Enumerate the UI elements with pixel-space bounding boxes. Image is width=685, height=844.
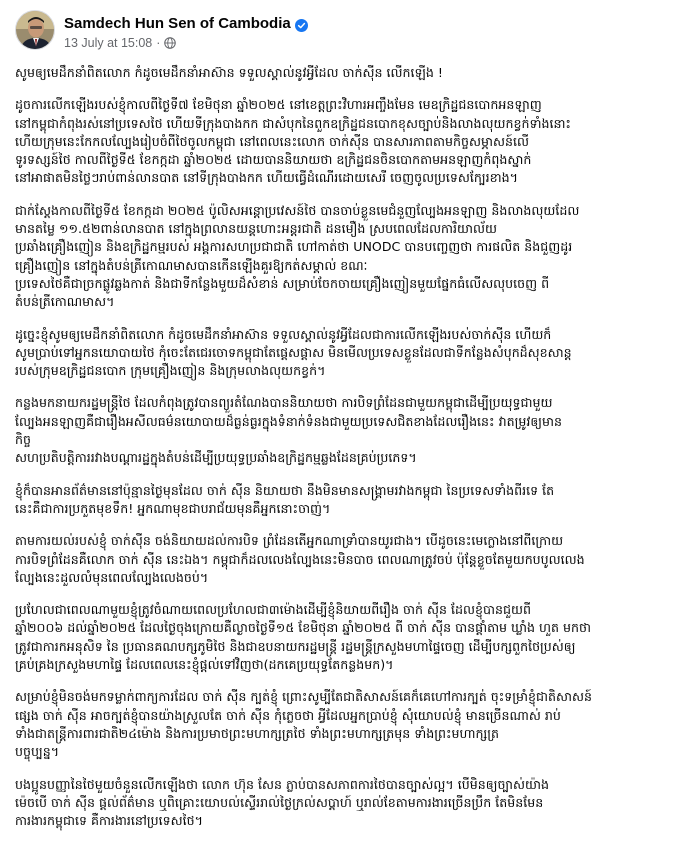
post-paragraph: សូមឲ្យមេដឹកនាំពិតលោក កំដូចមេដឹកនាំអាស៊ាន ទទួលស្គាល់នូវអ្វីដែល ចាក់ស៊ីន លើកឡើង ! [15,65,443,80]
globe-icon[interactable] [164,37,176,49]
post-paragraph: ប្រហែលជាពេលណាមួយខ្ញុំត្រូវចំណាយពេលប្រហែលជា៣ម៉ោងដើម្បីខ្ញុំនិយាយពីរឿង ចាក់ ស៊ីន ដែលខ្ញុំបានជួយពី ឆ្នាំ២០០៦ ដល់ឆ្នាំ២០២៥ ដែលថ្ងៃចុងក្រោយគឺល្ងាចថ្ងៃទី១៥ ខែមិថុនា ឆ្នាំ២០២៥ ពី ចាក់ ស៊ីន បានផ្តាំតាម ឃ្លាំង ហួត មកថា ត្រូវជាការកអនុសិទ នៃ ប្រធានគណបក្សភូមិថៃ និងជាឧបនាយករដ្ឋមន្ត្រី រដ្ឋមន្ត្រីក្រសួងមហាផ្ទៃចេញ ដើម្បីបក្សពួកថៃប្រស់ឲ្យ គ្រប់គ្រងក្រសួងមហាផ្ទៃ ដែលពេលនេះខ្ញុំផ្តល់ទៅវិញថា(ដកគេប្រយុទ្ធតែកន្លងមក)។ [15,602,592,673]
post-paragraph: ដូចការលើកឡើងរបស់ខ្ញុំកាលពីថ្ងៃទី៧ ខែមិថុនា ឆ្នាំ២០២៥ នៅខេត្តព្រះវិហារអញ្ចឹងមែន មេឧក្រិដ្ឋជនបោកអនឡាញ នៅកម្ពុជាកំពុងរស់នៅប្រទេសថៃ ហើយទីក្រុងបាងកក ជាសំបុកនៃពួកឧក្រិដ្ឋជនបោកខុសច្បាប់និងលាងលុយកខ្វក់ទាំងនោះ ហើយក្រុមនេះកែកលល្បែងរៀបចំពីថៃចូលកម្ពុជា នៅពេលនេះលោក ចាក់ស៊ីន បានសារភាពតាមកិច្ចសម្ភាសន៍លើ ទូរទស្សន៍ថៃ កាលពីថ្ងៃទី៥ ខែកក្កដា ឆ្នាំ២០២៥ ដោយបាននិយាយថា ឧក្រិដ្ឋជនចិនបោកតាមអនឡាញកំពុងស្នាក់ នៅអាផាតមិនថ្លៃៗរាប់ពាន់លានបាត នៅទីក្រុងបាងកក ហើយធ្វើដំណើរដោយសេរី ចេញចូលប្រទេសក្បែរខាង។ [15,97,571,186]
author-row [64,13,308,33]
post-body [15,64,670,844]
verified-badge-icon [295,17,308,30]
post-paragraph: បងប្អូនបញ្ញានៃថៃមួយចំនួនលើកឡើងថា លោក ហ៊ុន សែន ភ្លាប់បានសភាពការថៃបានច្បាស់ល្អ។ បើមិនឲ្យច្បាស់យ៉ាង ម៉េចបើ ចាក់ ស៊ីន ផ្តល់ព័ត៌មាន ឬពិគ្រោះយោបល់ស្ទើររាល់ថ្ងៃក្រល់សប្តាហ៍ ឬរាល់ខែតាមការងារច្រើនប្រឹក តែមិនមែន ការងារកម្ពុជាទេ គឺការងារនៅប្រទេសថៃ។ [15,776,549,829]
meta-separator: · [156,36,161,50]
author-name[interactable]: Samdech Hun Sen of Cambodia [64,14,291,32]
timestamp-row [64,36,308,50]
author-avatar[interactable] [15,10,55,50]
post-timestamp[interactable]: 13 July at 15:08 [64,36,153,50]
post-paragraph: កន្លងមកនាយករដ្ឋមន្ត្រីថៃ ដែលកំពុងត្រូវបានព្យួរតំណែងបាននិយាយថា ការបិទព្រំដែនជាមួយកម្ពុជាដើម្បីប្រយុទ្ធជាមួយ ល្បែងអនឡាញគឺជារឿងអសីលធម៌នយោបាយដ៏ធ្ងន់ធ្ងរក្នុងទំនាក់ទំនងជាមួយប្រទេសជិតខាងដែលរឿងនេះ វាតម្រូវឲ្យមាន កិច្ច សហប្រតិបត្តិការរវាងបណ្តារដ្ឋក្នុងតំបន់ដើម្បីប្រយុទ្ធប្រឆាំងឧក្រិដ្ឋកម្មឆ្លងដែនគ្រប់ប្រភេទ។ [15,395,563,466]
post-paragraph: តាមការយល់របស់ខ្ញុំ ចាក់ស៊ីន ចង់និយាយដល់ការបិទ ព្រំដែនតើអ្នកណាទ្រាំបានយូរជាង។ បើដូចនេះមេក្លោងនៅពីក្រោយ ការបិទព្រំដែនគឺលោក ចាក់ ស៊ីន នេះឯង។ កម្ពុជាក៏ដលលេងល្បែងនេះមិនបាច ពេលណាត្រូវចប់ ប៉ុន្តែខ្លួចតែមួយកបបូលលេង ល្បែងនេះដួលលំមុនពេលល្បែងលេងចប់។ [15,533,585,585]
post-paragraph: ជាក់ស្តែងកាលពីថ្ងៃទី៥ ខែកក្កដា ២០២៥ ប៉ូលិសអន្តោប្រវេសន៍ថៃ បានចាប់ខ្លួនមេជំនួញល្បែងអនឡាញ និងលាងលុយដែល មានតម្លៃ ១១.៥២ពាន់លានបាត នៅក្នុងព្រលានយន្តហោះអន្តរជាតិ ដនមឿង ស្របពេលដែលការិយាល័យ ប្រឆាំងគ្រឿងញៀន និងឧក្រិដ្ឋកម្មរបស់ អង្គការសហប្រជាជាតិ ហៅកាត់ថា UNODC បានបញ្ចេញថា ការផលិត និងជួញដូរ គ្រឿងញៀន នៅក្នុងតំបន់ត្រីកោណមាសបានកើនឡើងគួរឱ្យកត់សម្គាល់ ខណៈ ប្រទេសថៃគឺជាច្រកផ្លូវឆ្លងកាត់ និងជាទីកន្លែងមួយដ៏សំខាន់ សម្រាប់ចែកចាយគ្រឿងញៀនមួយផ្នែកធំលើសលុបចេញ ពី តំបន់ត្រីកោណមាស។ [15,202,580,310]
post-header [15,10,308,58]
post-paragraph: ដូច្នេះខ្ញុំសូមឲ្យមេដឹកនាំពិតលោក កំដូចមេដឹកនាំអាស៊ាន ទទួលស្គាល់នូវអ្វីដែលជាការលើកឡើងរបស់ចាក់ស៊ីន ហើយក៏ សូមប្រាប់ទៅអ្នកនយោបាយថៃ កុំចេះតែជេរចោទកម្ពុជាតែផ្តេសផ្តាស មិនមើលប្រទេសខ្លួនដែលជាទីកន្លែងសំបុកដ៏សុខសាន្ត របស់ក្រុមឧក្រិដ្ឋជនបោក ក្រុមគ្រឿងញៀន និងក្រុមលាងលុយកខ្វក់។ [15,326,572,379]
post-paragraph: ខ្ញុំក៏បានអានព័ត៌មាននៅប៉ុន្មានថ្ងៃមុនដែល ចាក់ ស៊ីន និយាយថា នឹងមិនមានសង្គ្រាមរវាងកម្ពុជា នៃប្រទេសទាំងពីរទេ តែ នេះគឺជាការប្រកួតមុខទឹក! អ្នកណាមុខជាបរាជ័យមុនគឺអ្នកនោះចាញ់។ [15,482,555,516]
post-paragraph: សម្រាប់ខ្ញុំមិនចង់មកទម្លាក់ពាក្យការដែល ចាក់ ស៊ីន ក្បត់ខ្ញុំ ព្រោះសូម្បីតែជាតិសាសន៍គេក៏គេហៅការក្បត់ ចុះទម្រាំខ្ញុំជាតិសាសន៍ ផ្សេង ចាក់ ស៊ីន អាចក្បត់ខ្ញុំបានយ៉ាងស្រួលតែ ចាក់ ស៊ីន កុំភ្លេចថា អ្វីដែលអ្នកប្រាប់ខ្ញុំ សុំយោបល់ខ្ញុំ មានច្រើនណាស់ រាប់ ទាំងជាតន្ត្រីការពារជាតិ២៤ម៉ោង និងការប្រមាថព្រះមហាក្សត្រថៃ ទាំងព្រះមហាក្សត្រមុន ទាំងព្រះមហាក្សត្រ បច្ចុប្បន្ន។ [15,689,592,760]
avatar-image [16,11,55,50]
post-meta [64,10,308,50]
